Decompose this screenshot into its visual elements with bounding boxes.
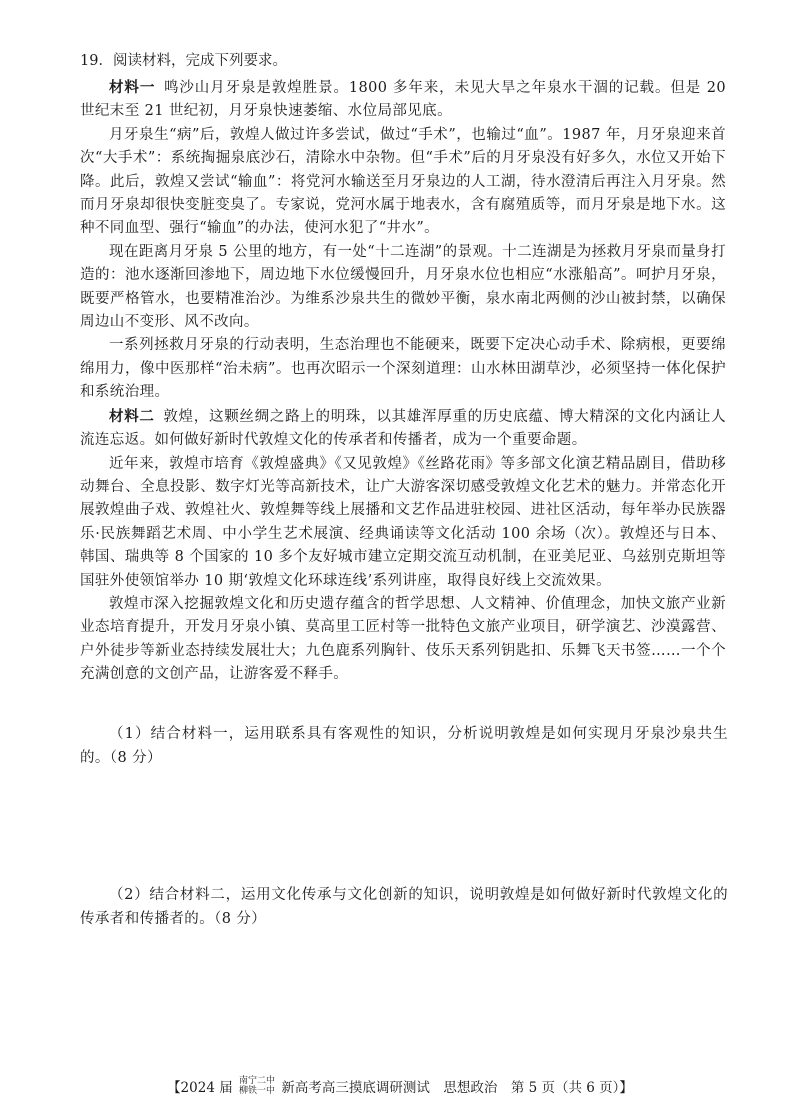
material2-paragraph-3: 敦煌市深入挖掘敦煌文化和历史遗存蕴含的哲学思想、人文精神、价值理念，加快文旅产业新业态培育提升，开发月牙泉小镇、莫高里工匠村等一批特色文旅产业项目，研学演艺、沙漠露营、户外徒步等新业态持续发展壮大；九色鹿系列胸针、伎乐天系列钥匙扣、乐舞飞天书签……一个个充满创意的文创产品，让游客爱不释手。 bbox=[80, 595, 726, 683]
question-title: 19．阅读材料，完成下列要求。 bbox=[80, 53, 287, 69]
material2-paragraph-1 bbox=[80, 405, 726, 453]
sub-question-1: （1）结合材料一，运用联系具有客观性的知识，分析说明敦煌是如何实现月牙泉沙泉共生的。（8 分） bbox=[80, 726, 728, 766]
paragraph-text: 敦煌，这颗丝绸之路上的明珠，以其雄浑厚重的历史底蕴、博大精深的文化内涵让人流连忘返。如何做好新时代敦煌文化的传承者和传播者，成为一个重要命题。 bbox=[80, 408, 727, 449]
sub-question-2: （2）结合材料二，运用文化传承与文化创新的知识，说明敦煌是如何做好新时代敦煌文化的传承者和传播者的。（8 分） bbox=[80, 887, 728, 927]
footer-suffix: 新高考高三摸底调研测试 思想政治 第 5 页（共 6 页）】 bbox=[281, 1080, 633, 1096]
footer-schools bbox=[239, 1076, 275, 1096]
material2-label: 材料二 bbox=[109, 407, 155, 425]
material1-label: 材料一 bbox=[109, 79, 156, 96]
paragraph-text: 鸣沙山月牙泉是敦煌胜景。1800 多年来，未见大旱之年泉水干涸的记载。但是 20 世纪末至 21 世纪初，月牙泉快速萎缩、水位局部见底。 bbox=[80, 80, 726, 120]
page-footer bbox=[0, 1076, 800, 1096]
material1-paragraph-4: 一系列拯救月牙泉的行动表明，生态治理也不能硬来，既要下定决心动手术、除病根，更要绵绵用力，像中医那样“治未病”。也再次昭示一个深刻道理：山水林田湖草沙，必须坚持一体化保护和系统治理。 bbox=[80, 337, 726, 401]
material1-paragraph-1 bbox=[80, 76, 726, 124]
footer-school-top: 南宁二中 bbox=[239, 1076, 276, 1086]
material1-paragraph-2: 月牙泉生“病”后，敦煌人做过许多尝试，做过“手术”，也输过“血”。1987 年，月牙泉迎来首次“大手术”：系统掏掘泉底沙石，清除水中杂物。但“手术”后的月牙泉没有好多久，水位又开始下降。此后，敦煌又尝试“输血”：将党河水输送至月牙泉边的人工湖，待水澄清后再注入月牙泉。然而月牙泉却很快变脏变臭了。专家说，党河水属于地表水，含有腐殖质等，而月牙泉是地下水。这种不同血型、强行“输血”的办法，使河水犯了“井水”。 bbox=[80, 126, 726, 237]
question-block bbox=[80, 50, 726, 687]
material1-paragraph-3: 现在距离月牙泉 5 公里的地方，有一处“十二连湖”的景观。十二连湖是为拯救月牙泉而量身打造的：池水逐渐回渗地下，周边地下水位缓慢回升，月牙泉水位也相应“水涨船高”。呵护月牙泉，既要严格管水，也要精准治沙。为维系沙泉共生的微妙平衡，泉水南北两侧的沙山被封禁，以确保周边山不变形、风不改向。 bbox=[80, 243, 726, 331]
footer-prefix: 【2024 届 bbox=[167, 1080, 233, 1096]
material2-paragraph-2: 近年来，敦煌市培育《敦煌盛典》《又见敦煌》《丝路花雨》等多部文化演艺精品剧目，借助移动舞台、全息投影、数字灯光等高新技术，让广大游客深切感受敦煌文化艺术的魅力。并常态化开展敦煌曲子戏、敦煌社火、敦煌舞等线上展播和文艺作品进驻校园、进社区活动，每年举办民族器乐·民族舞蹈艺术周、中小学生艺术展演、经典诵读等文化活动 100 余场（次）。敦煌还与日本、韩国、瑞典等 8 个国家的 10 多个友好城市建立定期交流互动机制，在亚美尼亚、乌兹别克斯坦等国驻外使领馆举办 10 期‘敦煌文化环球连线’系列讲座，取得良好线上交流效果。 bbox=[80, 455, 726, 589]
footer-school-bottom: 柳铁一中 bbox=[239, 1086, 276, 1096]
